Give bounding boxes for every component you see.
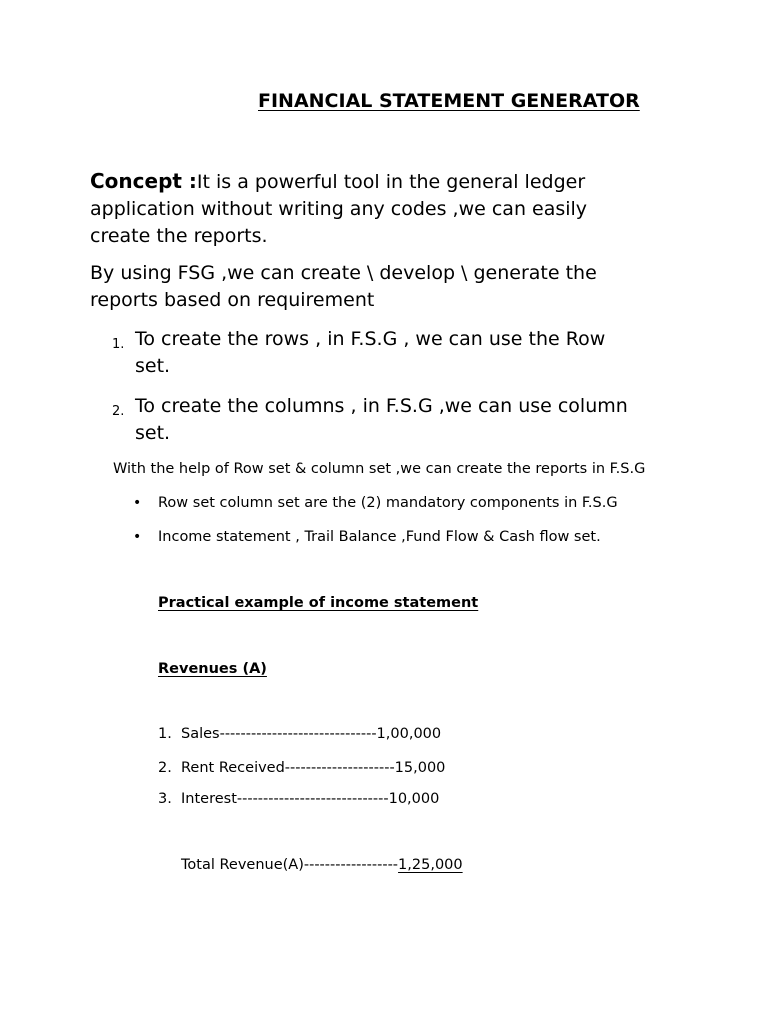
- document-title: FINANCIAL STATEMENT GENERATOR: [258, 90, 640, 112]
- revenue-item-2-number: 2.: [158, 760, 172, 776]
- numbered-item-1-line-1: To create the rows , in F.S.G , we can use the Row: [135, 328, 606, 350]
- numbered-item-1-number: 1.: [112, 337, 125, 352]
- numbered-item-2-line-2: set.: [135, 422, 171, 444]
- revenues-heading: Revenues (A): [158, 661, 267, 677]
- numbered-item-2: [112, 393, 682, 449]
- bullet-1-text: Row set column set are the (2) mandatory components in F.S.G: [158, 495, 618, 511]
- fsg-line-2: reports based on requirement: [90, 289, 375, 311]
- fsg-paragraph: [90, 260, 690, 314]
- concept-paragraph: [90, 168, 690, 250]
- concept-line-2: application without writing any codes ,we can easily: [90, 198, 588, 220]
- numbered-item-1-line-2: set.: [135, 355, 171, 377]
- total-revenue-value: 1,25,000: [398, 857, 463, 873]
- help-text: With the help of Row set & column set ,we can create the reports in F.S.G: [113, 461, 646, 477]
- revenue-item-3-text: Interest-----------------------------10,000: [181, 791, 440, 807]
- total-revenue-label: Total Revenue(A)------------------: [181, 857, 399, 873]
- fsg-line-1: By using FSG ,we can create \ develop \ generate the: [90, 262, 597, 284]
- bullet-1-dot: •: [133, 495, 142, 511]
- total-revenue-row: [181, 857, 463, 873]
- concept-line-1: It is a powerful tool in the general ledger: [196, 171, 586, 193]
- practical-heading: Practical example of income statement: [158, 595, 479, 611]
- bullet-2-dot: •: [133, 529, 142, 545]
- revenue-item-3-number: 3.: [158, 791, 172, 807]
- numbered-item-2-number: 2.: [112, 404, 125, 419]
- numbered-item-2-line-1: To create the columns , in F.S.G ,we can use column: [135, 395, 628, 417]
- concept-line-3: create the reports.: [90, 225, 268, 247]
- revenue-item-2-text: Rent Received---------------------15,000: [181, 760, 446, 776]
- revenue-item-1-text: Sales------------------------------1,00,000: [181, 726, 442, 742]
- bullet-2-text: Income statement , Trail Balance ,Fund Flow & Cash flow set.: [158, 529, 601, 545]
- concept-label: Concept :: [90, 169, 197, 193]
- revenue-item-1-number: 1.: [158, 726, 172, 742]
- numbered-item-1: [112, 326, 682, 382]
